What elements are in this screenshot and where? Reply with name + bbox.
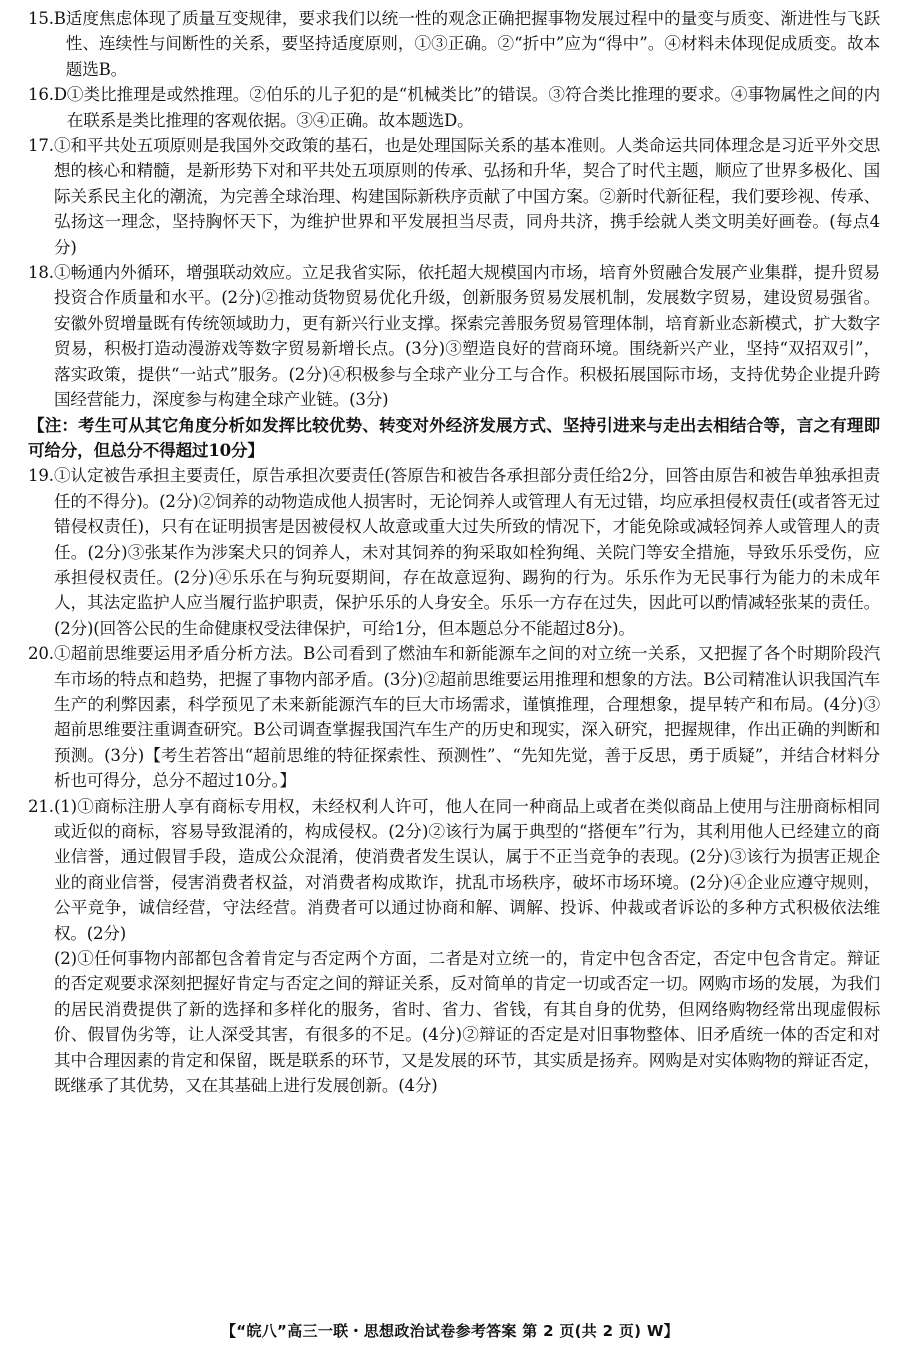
answer-17 (28, 133, 880, 260)
answer-text: ①和平共处五项原则是我国外交政策的基石，也是处理国际关系的基本准则。人类命运共同体理念是习近平外交思想的核心和精髓，是新形势下对和平共处五项原则的传承、弘扬和升华，契合了时代主题，顺应了世界多极化、国际关系民主化的潮流，为完善全球治理、构建国际新秩序贡献了中国方案。②新时代新征程，我们要珍视、传承、弘扬这一理念，坚持胸怀天下，为维护世界和平发展担当尽责，同舟共济，携手绘就人类文明美好画卷。(每点4分) (54, 136, 880, 257)
answer-text: 适度焦虑体现了质量互变规律，要求我们以统一性的观念正确把握事物发展过程中的量变与质变、渐进性与飞跃性、连续性与间断性的关系，要坚持适度原则，①③正确。②“折中”应为“得中”。④材料未体现促成质变。故本题选B。 (65, 9, 880, 79)
answer-text: ①超前思维要运用矛盾分析方法。B公司看到了燃油车和新能源车之间的对立统一关系，又把握了各个时期阶段汽车市场的特点和趋势，把握了事物内部矛盾。(3分)②超前思维要运用推理和想象的方法。B公司精准认识我国汽车生产的利弊因素，科学预见了未来新能源汽车的巨大市场需求，谨慎推理，合理想象，提早转产和布局。(4分)③超前思维要注重调查研究。B公司调查掌握我国汽车生产的历史和现实，深入研究，把握规律，作出正确的判断和预测。(3分)【考生若答出“超前思维的特征探索性、预测性”、“先知先觉，善于反思，勇于质疑”，并结合材料分析也可得分，总分不超过10分。】 (54, 644, 880, 791)
answer-18-note: 【注：考生可从其它角度分析如发挥比较优势、转变对外经济发展方式、坚持引进来与走出去相结合等，言之有理即可给分，但总分不得超过10分】 (28, 414, 880, 460)
answer-text: ①认定被告承担主要责任，原告承担次要责任(答原告和被告各承担部分责任给2分，回答由原告和被告单独承担责任的不得分)。(2分)②饲养的动物造成他人损害时，无论饲养人或管理人有无过错，均应承担侵权责任(或者答无过错侵权责任)，只有在证明损害是因被侵权人故意或重大过失所致的情况下，才能免除或减轻饲养人或管理人的责任。(2分)③张某作为涉案犬只的饲养人，未对其饲养的狗采取如栓狗绳、关院门等安全措施，导致乐乐受伤，应承担侵权责任。(2分)④乐乐在与狗玩耍期间，存在故意逗狗、踢狗的行为。乐乐作为无民事行为能力的未成年人，其法定监护人应当履行监护职责，保护乐乐的人身安全。乐乐一方存在过失，因此可以酌情减轻张某的责任。(2分)(回答公民的生命健康权受法律保护，可给1分，但本题总分不能超过8分)。 (54, 466, 880, 638)
answer-number: 18. (28, 263, 54, 283)
answer-text: (1)①商标注册人享有商标专用权，未经权利人许可，他人在同一种商品上或者在类似商品上使用与注册商标相同或近似的商标，容易导致混淆的，构成侵权。(2分)②该行为属于典型的“搭便车”行为，其利用他人已经建立的商业信誉，通过假冒手段，造成公众混淆，使消费者发生误认，属于不正当竞争的表现。(2分)③该行为损害正规企业的商业信誉，侵害消费者权益，对消费者构成欺诈，扰乱市场秩序，破坏市场环境。(2分)④企业应遵守规则，公平竞争，诚信经营，守法经营。消费者可以通过协商和解、调解、投诉、仲裁或者诉讼的多种方式积极依法维权。(2分) (54, 796, 880, 943)
answer-18 (28, 260, 880, 412)
answer-text: ①类比推理是或然推理。②伯乐的儿子犯的是“机械类比”的错误。③符合类比推理的要求。④事物属性之间的内在联系是类比推理的客观依据。③④正确。故本题选D。 (66, 85, 880, 130)
answer-19 (28, 463, 880, 641)
answer-text: ①畅通内外循环，增强联动效应。立足我省实际，依托超大规模国内市场，培育外贸融合发展产业集群，提升贸易投资合作质量和水平。(2分)②推动货物贸易优化升级，创新服务贸易发展机制，发展数字贸易，建设贸易强省。安徽外贸增量既有传统领域助力，更有新兴行业支撑。探索完善服务贸易管理体制，培育新业态新模式，扩大数字贸易，积极打造动漫游戏等数字贸易新增长点。(3分)③塑造良好的营商环境。围绕新兴产业，坚持“双招双引”，落实政策，提供“一站式”服务。(2分)④积极参与全球产业分工与合作。积极拓展国际市场，支持优势企业提升跨国经营能力，深度参与构建全球产业链。(3分) (54, 263, 880, 410)
answer-21-part-2: (2)①任何事物内部都包含着肯定与否定两个方面，二者是对立统一的，肯定中包含否定，否定中包含肯定。辩证的否定观要求深刻把握好肯定与否定之间的辩证关系，反对简单的肯定一切或否定一切。网购市场的发展，为我们的居民消费提供了新的选择和多样化的服务，省时、省力、省钱，有其自身的优势，但网络购物经常出现虚假标价、假冒伪劣等，让人深受其害，有很多的不足。(4分)②辩证的否定是对旧事物整体、旧矛盾统一体的否定和对其中合理因素的肯定和保留，既是联系的环节，又是发展的环节，其实质是扬弃。网购是对实体购物的辩证否定，既继承了其优势，又在其基础上进行发展创新。(4分) (54, 949, 880, 1096)
answer-number: 21. (28, 796, 54, 816)
answer-20 (28, 641, 880, 793)
answer-number: 20. (28, 644, 54, 664)
answer-16 (28, 82, 880, 133)
answer-number: 15.B (28, 9, 66, 28)
page-footer: 【“皖八”高三一联・思想政治试卷参考答案 第 2 页(共 2 页) W】 (221, 1322, 679, 1340)
answer-number: 17. (28, 136, 54, 156)
answer-number: 16.D (28, 85, 67, 105)
answer-15 (28, 6, 880, 82)
answer-sheet (28, 6, 880, 1098)
answer-number: 19. (28, 466, 54, 486)
answer-21 (28, 794, 880, 946)
